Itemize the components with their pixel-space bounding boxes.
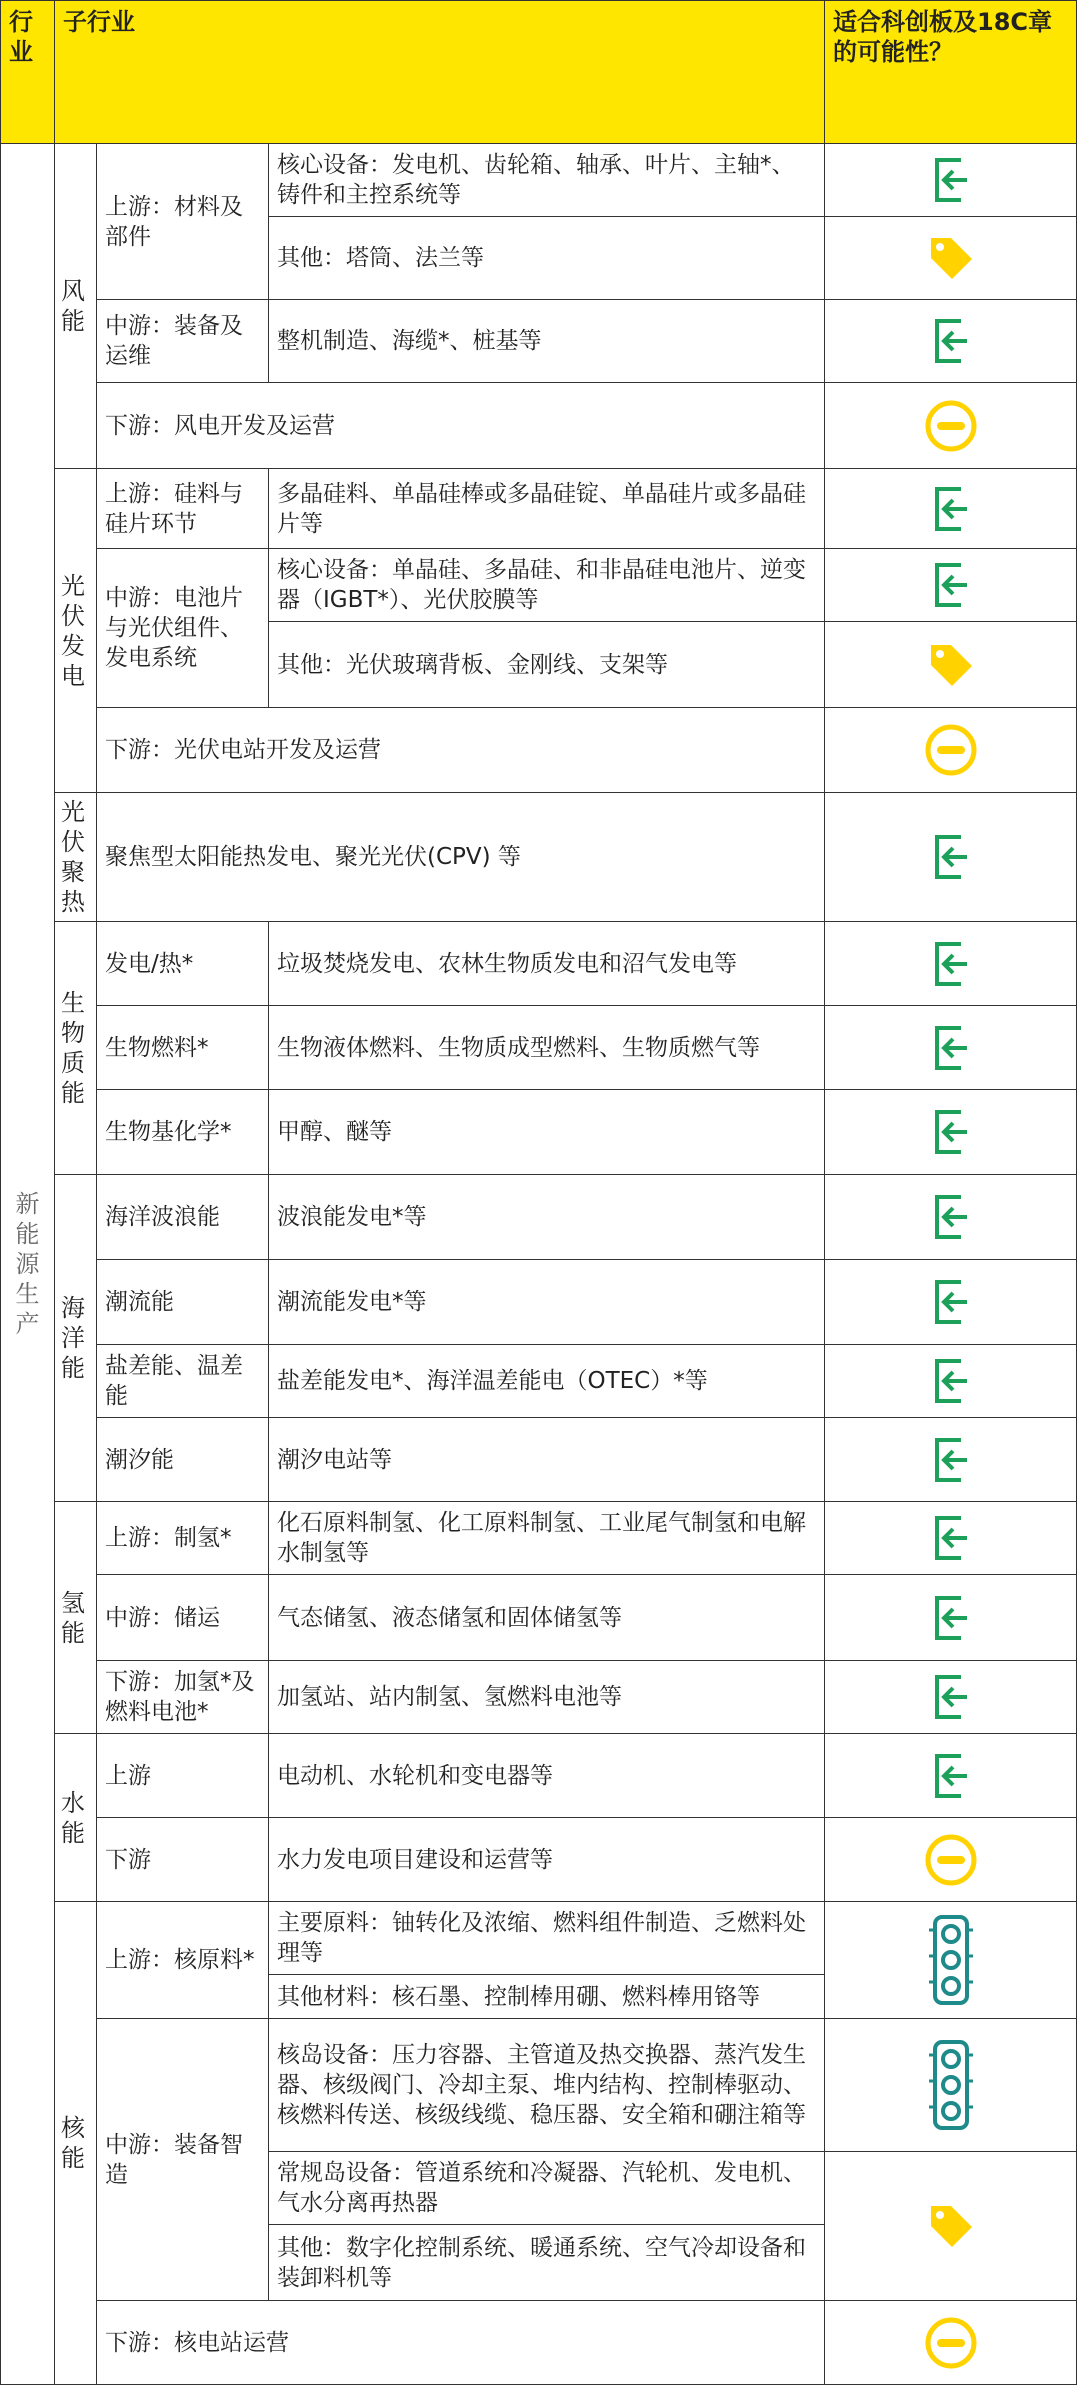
table-row [1, 1175, 1077, 1260]
detail-cell: 整机制造、海缆*、桩基等 [269, 300, 825, 383]
detail-cell: 垃圾焚烧发电、农林生物质发电和沼气发电等 [269, 922, 825, 1006]
teal-traffic-light-icon [825, 1914, 1076, 2006]
green-enter-icon [825, 1436, 1076, 1484]
stage-cell: 盐差能、温差能 [97, 1345, 269, 1418]
stage-cell: 下游 [97, 1818, 269, 1902]
table-row [1, 1090, 1077, 1175]
stage-cell: 下游：加氢*及燃料电池* [97, 1661, 269, 1734]
table-row [1, 2019, 1077, 2152]
fit-cell [825, 1661, 1077, 1734]
group-name: 氢能 [55, 1502, 97, 1734]
stage-cell: 中游：电池片与光伏组件、发电系统 [97, 549, 269, 708]
detail-cell: 甲醇、醚等 [269, 1090, 825, 1175]
group-name: 风能 [55, 144, 97, 469]
detail-cell: 生物液体燃料、生物质成型燃料、生物质燃气等 [269, 1006, 825, 1090]
teal-traffic-light-icon [825, 2039, 1076, 2131]
stage-cell: 中游：装备智造 [97, 2019, 269, 2301]
table-row [1, 144, 1077, 217]
fit-cell [825, 2019, 1077, 2152]
detail-cell: 盐差能发电*、海洋温差能电（OTEC）*等 [269, 1345, 825, 1418]
green-enter-icon [825, 1594, 1076, 1642]
fit-cell [825, 1575, 1077, 1661]
group-name: 水能 [55, 1734, 97, 1902]
fit-cell [825, 2152, 1077, 2301]
stage-cell: 下游：光伏电站开发及运营 [97, 708, 825, 793]
yellow-tag-icon [825, 639, 1076, 691]
header-possibility: 适合科创板及18C章的可能性？ [825, 1, 1077, 144]
yellow-minus-circle-icon [825, 2316, 1076, 2370]
fit-cell [825, 217, 1077, 300]
fit-cell [825, 1260, 1077, 1345]
table-row [1, 1661, 1077, 1734]
group-name: 光伏聚热 [55, 793, 97, 922]
fit-cell [825, 1902, 1077, 2019]
table-row [1, 2301, 1077, 2385]
detail-cell: 气态储氢、液态储氢和固体储氢等 [269, 1575, 825, 1661]
fit-cell [825, 622, 1077, 708]
table-row [1, 793, 1077, 922]
fit-cell [825, 144, 1077, 217]
table-row [1, 1260, 1077, 1345]
fit-cell [825, 300, 1077, 383]
detail-cell: 核心设备：单晶硅、多晶硅、和非晶硅电池片、逆变器（IGBT*）、光伏胶膜等 [269, 549, 825, 622]
green-enter-icon [825, 833, 1076, 881]
fit-cell [825, 922, 1077, 1006]
stage-cell: 潮流能 [97, 1260, 269, 1345]
stage-cell: 中游：储运 [97, 1575, 269, 1661]
table-row [1, 1502, 1077, 1575]
green-enter-icon [825, 1193, 1076, 1241]
stage-cell: 海洋波浪能 [97, 1175, 269, 1260]
header-industry: 行业 [1, 1, 55, 144]
table-row [1, 922, 1077, 1006]
detail-cell: 其他：光伏玻璃背板、金刚线、支架等 [269, 622, 825, 708]
header-sub-industry: 子行业 [55, 1, 825, 144]
stage-cell: 生物基化学* [97, 1090, 269, 1175]
green-enter-icon [825, 1108, 1076, 1156]
detail-cell: 常规岛设备：管道系统和冷凝器、汽轮机、发电机、气水分离再热器 [269, 2152, 825, 2225]
stage-cell: 上游：制氢* [97, 1502, 269, 1575]
fit-cell [825, 1345, 1077, 1418]
green-enter-icon [825, 561, 1076, 609]
detail-cell: 电动机、水轮机和变电器等 [269, 1734, 825, 1818]
yellow-tag-icon [825, 2200, 1076, 2252]
fit-cell [825, 2301, 1077, 2385]
detail-cell: 波浪能发电*等 [269, 1175, 825, 1260]
fit-cell [825, 1006, 1077, 1090]
stage-cell: 上游：核原料* [97, 1902, 269, 2019]
detail-cell: 多晶硅料、单晶硅棒或多晶硅锭、单晶硅片或多晶硅片等 [269, 469, 825, 549]
table-row [1, 1818, 1077, 1902]
green-enter-icon [825, 1024, 1076, 1072]
detail-cell: 其他材料：核石墨、控制棒用硼、燃料棒用铬等 [269, 1975, 825, 2019]
stage-cell: 上游：材料及部件 [97, 144, 269, 300]
fit-cell [825, 1734, 1077, 1818]
detail-cell: 核心设备：发电机、齿轮箱、轴承、叶片、主轴*、铸件和主控系统等 [269, 144, 825, 217]
yellow-minus-circle-icon [825, 723, 1076, 777]
detail-cell: 水力发电项目建设和运营等 [269, 1818, 825, 1902]
stage-cell: 下游：风电开发及运营 [97, 383, 825, 469]
group-name: 核能 [55, 1902, 97, 2385]
stage-cell: 中游：装备及运维 [97, 300, 269, 383]
detail-cell: 加氢站、站内制氢、氢燃料电池等 [269, 1661, 825, 1734]
table-row [1, 1902, 1077, 1975]
stage-cell: 下游：核电站运营 [97, 2301, 825, 2385]
table-row [1, 1418, 1077, 1502]
stage-cell: 潮汐能 [97, 1418, 269, 1502]
fit-cell [825, 793, 1077, 922]
table-row [1, 469, 1077, 549]
fit-cell [825, 383, 1077, 469]
green-enter-icon [825, 1357, 1076, 1405]
fit-cell [825, 1818, 1077, 1902]
stage-cell: 生物燃料* [97, 1006, 269, 1090]
detail-cell: 其他：数字化控制系统、暖通系统、空气冷却设备和装卸料机等 [269, 2225, 825, 2301]
fit-cell [825, 1175, 1077, 1260]
table-row [1, 708, 1077, 793]
yellow-minus-circle-icon [825, 1833, 1076, 1887]
green-enter-icon [825, 1752, 1076, 1800]
group-name: 光伏发电 [55, 469, 97, 793]
detail-cell: 潮流能发电*等 [269, 1260, 825, 1345]
green-enter-icon [825, 156, 1076, 204]
table-row [1, 1734, 1077, 1818]
green-enter-icon [825, 1673, 1076, 1721]
group-name: 海洋能 [55, 1175, 97, 1502]
table-row [1, 300, 1077, 383]
detail-cell: 化石原料制氢、化工原料制氢、工业尾气制氢和电解水制氢等 [269, 1502, 825, 1575]
fit-cell [825, 1090, 1077, 1175]
stage-cell: 发电/热* [97, 922, 269, 1006]
stage-cell: 上游：硅料与硅片环节 [97, 469, 269, 549]
green-enter-icon [825, 1278, 1076, 1326]
group-name: 生物质能 [55, 922, 97, 1175]
fit-cell [825, 549, 1077, 622]
detail-cell: 潮汐电站等 [269, 1418, 825, 1502]
stage-cell: 上游 [97, 1734, 269, 1818]
table-row [1, 383, 1077, 469]
industry-cell: 新能源生产 [1, 144, 55, 2385]
detail-cell: 核岛设备：压力容器、主管道及热交换器、蒸汽发生器、核级阀门、冷却主泵、堆内结构、控制棒驱动、核燃料传送、核级线缆、稳压器、安全箱和硼注箱等 [269, 2019, 825, 2152]
detail-cell: 主要原料：铀转化及浓缩、燃料组件制造、乏燃料处理等 [269, 1902, 825, 1975]
fit-cell [825, 708, 1077, 793]
table-row [1, 1006, 1077, 1090]
yellow-tag-icon [825, 232, 1076, 284]
table-row [1, 1575, 1077, 1661]
green-enter-icon [825, 1514, 1076, 1562]
yellow-minus-circle-icon [825, 399, 1076, 453]
fit-cell [825, 1418, 1077, 1502]
table-row [1, 1345, 1077, 1418]
fit-cell [825, 469, 1077, 549]
table-row [1, 549, 1077, 622]
detail-cell: 其他：塔筒、法兰等 [269, 217, 825, 300]
header-row [1, 1, 1077, 144]
fit-cell [825, 1502, 1077, 1575]
green-enter-icon [825, 940, 1076, 988]
green-enter-icon [825, 317, 1076, 365]
green-enter-icon [825, 485, 1076, 533]
stage-cell: 聚焦型太阳能热发电、聚光光伏(CPV) 等 [97, 793, 825, 922]
